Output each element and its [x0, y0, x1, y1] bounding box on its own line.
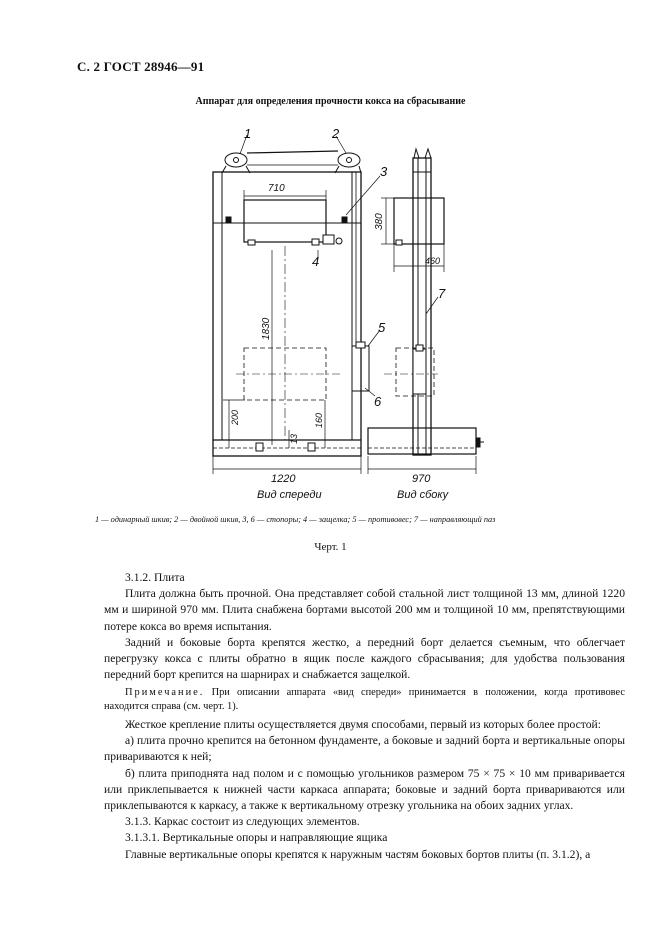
view-front-label: Вид спереди [257, 489, 322, 501]
dim-1220: 1220 [271, 473, 296, 485]
apparatus-drawing [190, 115, 520, 515]
pulley-single-icon [222, 153, 250, 173]
section-heading: 3.1.2. Плита [125, 571, 185, 584]
view-side-label: Вид сбоку [397, 489, 449, 501]
label-5: 5 [378, 320, 386, 335]
dim-460: 460 [425, 256, 441, 266]
mounting-section [104, 717, 625, 863]
label-3: 3 [380, 164, 388, 179]
dim-1830: 1830 [261, 317, 272, 340]
label-6: 6 [374, 394, 382, 409]
dim-13: 13 [289, 433, 299, 444]
section-3-1-2 [104, 570, 625, 683]
paragraph: Жесткое крепление плиты осуществляется двумя способами, первый из которых более простой: [125, 718, 601, 731]
label-1: 1 [244, 126, 252, 141]
dim-710: 710 [268, 183, 285, 194]
label-4: 4 [312, 254, 320, 269]
dim-200: 200 [230, 409, 240, 425]
paragraph: Плита должна быть прочной. Она представляет собой стальной лист толщиной 13 мм, длиной 1220 мм и шириной 970 мм. Плита снабжена бортами высотой 200 мм и толщиной 10 мм, препятствующими потере кокса во время испытания. [104, 587, 625, 633]
page-header: С. 2 ГОСТ 28946—91 [77, 59, 205, 74]
note-label: Примечание. [125, 687, 205, 698]
paragraph: Главные вертикальные опоры крепятся к наружным частям боковых бортов плиты (п. 3.1.2), а [125, 847, 591, 861]
section-heading: 3.1.3.1. Вертикальные опоры и направляющие ящика [125, 831, 388, 845]
pulley-double-icon [335, 153, 361, 173]
figure-caption: Черт. 1 [314, 541, 347, 553]
section-heading: 3.1.3. Каркас состоит из следующих элементов. [125, 815, 360, 829]
label-2: 2 [332, 126, 340, 141]
figure-legend: 1 — одинарный шкив; 2 — двойной шкив, 3, 6 — стопоры; 4 — защелка; 5 — противовес; 7 — направляющий паз [95, 515, 496, 524]
note [104, 686, 625, 714]
dim-160: 160 [314, 412, 324, 428]
label-7: 7 [438, 286, 446, 301]
list-item: б) плита приподнята над полом и с помощью угольников размером 75 × 75 × 10 мм приваривается или приклепывается к нижней части каркаса аппарата; боковые и задний борта привариваются или приклепываются к каркасу, а также к вертикальному отрезку угольника на обоих задних углах. [104, 766, 625, 813]
note-text: При описании аппарата «вид спереди» принимается в положении, когда противовес находится справа (см. черт. 1). [104, 687, 625, 712]
dim-970: 970 [412, 473, 431, 485]
paragraph: Задний и боковые борта крепятся жестко, а передний борт делается съемным, что облегчает перегрузку кокса с плиты обратно в ящик после каждого сбрасывания; для удобства пользования передний борт крепится на шарнирах и снабжается защелкой. [104, 635, 625, 682]
side-view [368, 149, 484, 474]
list-item: а) плита прочно крепится на бетонном фундаменте, а боковые и задний борта и вертикальные опоры привариваются к ней; [104, 734, 625, 764]
dim-380: 380 [374, 213, 385, 230]
figure-title: Аппарат для определения прочности кокса на сбрасывание [195, 96, 466, 107]
